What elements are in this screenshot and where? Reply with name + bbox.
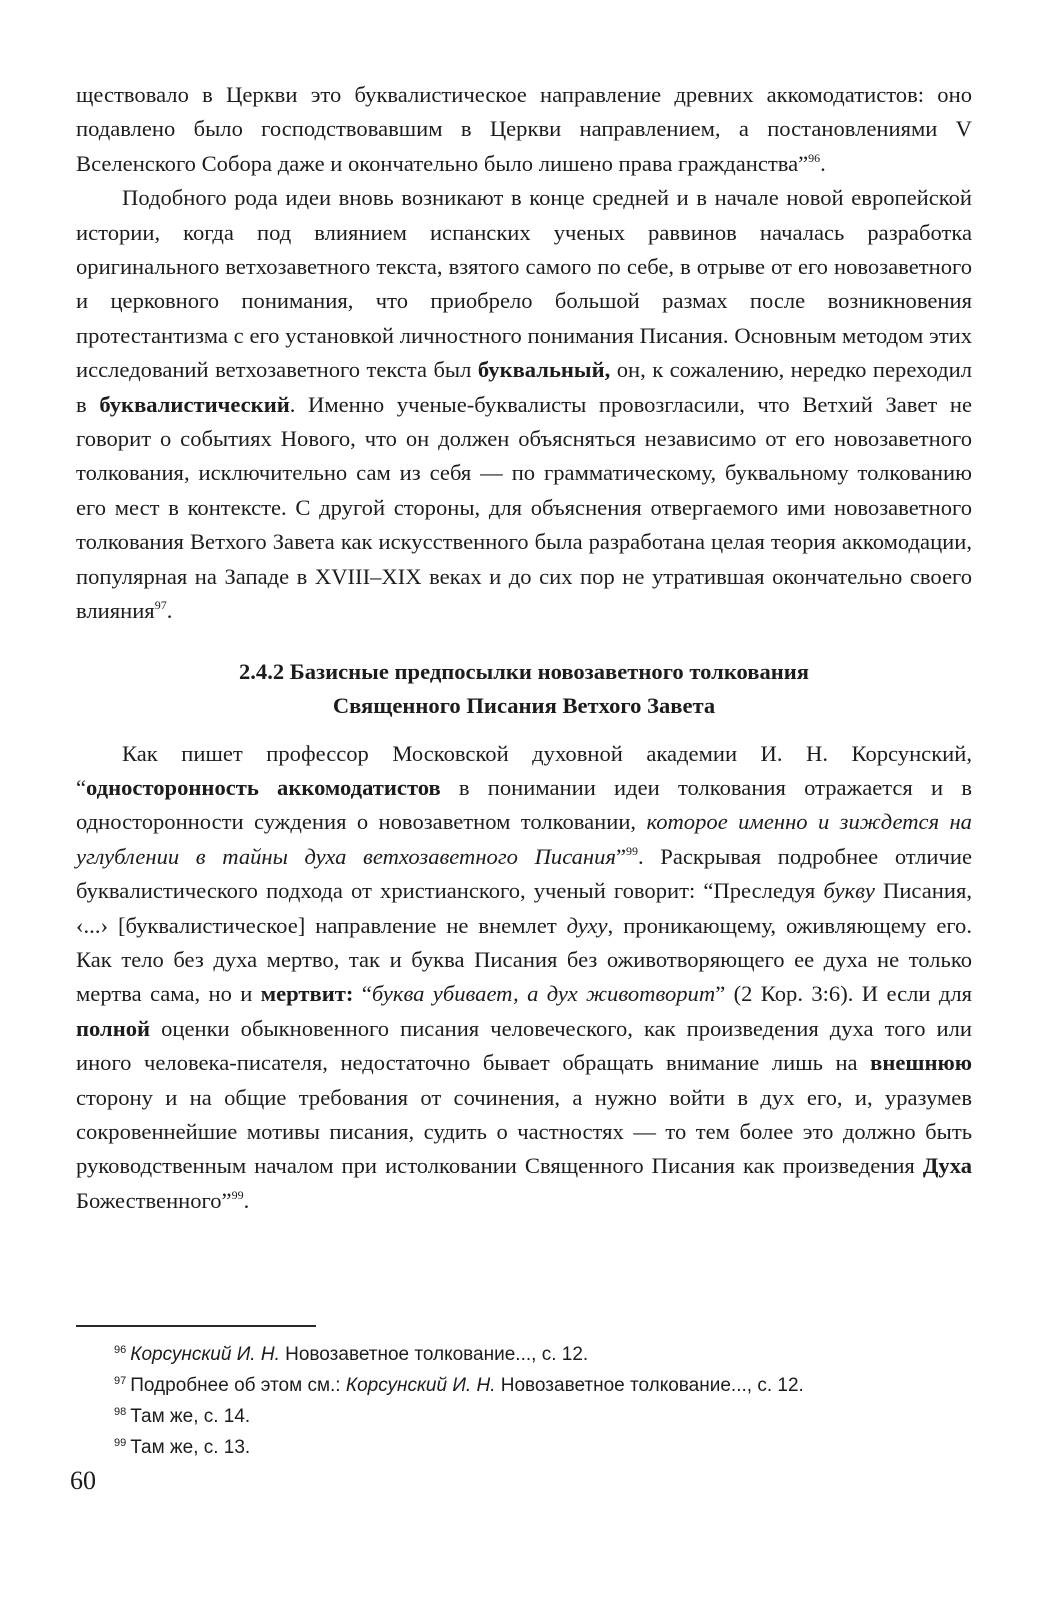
paragraph-continuation: ществовало в Церкви это буквалистическое направление древних аккомодатистов: оно подавлено было господствовавшим в Церкви направлением, а постановлениями V Вселенского Собора даже и окончательно было лишено права гражданства”$^{96}$. [76,82,972,176]
italic-phrase: которое именно и зиждется на углублении в тайны духа ветхозаветного Писания [76,809,972,869]
footnotes [114,1339,974,1463]
bold-term: буквалистический [99,391,290,417]
bold-term: односторонность аккомодатистов [86,774,441,800]
page-number: 60 [70,1466,96,1495]
footnote-ref-97[interactable]: 97 [154,598,167,613]
footnote-ref-96[interactable]: 96 [808,150,821,165]
main-text [76,78,972,1218]
italic-quote: буква убивает, а дух животворит [371,981,716,1007]
footnote-97: $^{97}$ Подробнее об этом см.: Корсунский И. Н. Новозаветное толкование..., с. 12. [114,1375,804,1396]
footnote-96: $^{96}$ Корсунский И. Н. Новозаветное толкование..., с. 12. [114,1344,589,1365]
italic-phrase: духу [566,912,608,938]
bold-term: буквальный, [477,357,611,383]
italic-phrase: букву [823,878,875,904]
paragraph-buqualists: Подобного рода идеи вновь возникают в конце средней и в начале новой европейской истории, когда под влиянием испанских ученых раввинов началась разработка оригинального ветхозаветного текста, взятого самого по себе, в отрыве от его новозаветного и церковного понимания, что приобрело большой размах после возникновения протестантизма с его установкой личностного понимания Писания. Основным методом этих исследований ветхозаветного текста был буквальный, он, к сожалению, нередко переходил в буквалистический. Именно ученые-буквалисты провозгласили, что Ветхий Завет не говорит о событиях Нового, что он должен объясняться независимо от его новозаветного толкования, исключительно сам из себя — по грамматическому, буквальному толкованию его мест в контексте. С другой стороны, для объяснения отвергаемого ими новозаветного толкования Ветхого Завета как искусственного была разработана целая теория аккомодации, популярная на Западе в XVIII–XIX веках и до сих пор не утратившая окончательно своего влияния$^{97}$. [76,185,972,624]
paragraph-korsunsky: Как пишет профессор Московской духовной академии И. Н. Корсунский, “односторонность аккомодатистов в понимании идеи толкования отражается и в односторонности суждения о новозаветном толковании, которое именно и зиждется на углублении в тайны духа ветхозаветного Писания”$^{99}$. Раскрывая подробнее отличие буквалистического подхода от христианского, ученый говорит: “Преследуя букву Писания, ‹...› [буквалистическое] направление не внемлет духу, проникающему, оживляющему его. Как тело без духа мертво, так и буква Писания без оживотворяющего ее духа не только мертва сама, но и мертвит: “буква убивает, а дух животворит” (2 Кор. 3:6). И если для полной оценки обыкновенного писания человеческого, как произведения духа того или иного человека-писателя, недостаточно бывает обращать внимание лишь на внешнюю сторону и на общие требования от сочинения, а нужно войти в дух его, и, уразумев сокровеннейшие мотивы писания, судить о частностях — то тем более это должно быть руководственным началом при истолковании Священного Писания как произведения Духа Божественного”$^{99}$. [76,740,973,1213]
section-heading [76,655,972,723]
bold-term: полной [76,1015,151,1041]
footnote-ref-99[interactable]: 99 [231,1187,244,1202]
footnote-ref-98[interactable]: 99 [625,843,638,858]
bold-term: Духа [922,1153,972,1179]
footnote-98: $^{98}$ Там же, с. 14. [114,1406,251,1427]
bold-term: внешнюю [870,1050,972,1076]
bold-term: мертвит: [260,981,354,1007]
footnote-99: $^{99}$ Там же, с. 13. [114,1437,251,1458]
section-heading-line-1: 2.4.2 Базисные предпосылки новозаветного толкования [238,658,810,684]
footnote-separator [76,1325,316,1327]
section-heading-line-2: Священного Писания Ветхого Завета [332,692,716,718]
